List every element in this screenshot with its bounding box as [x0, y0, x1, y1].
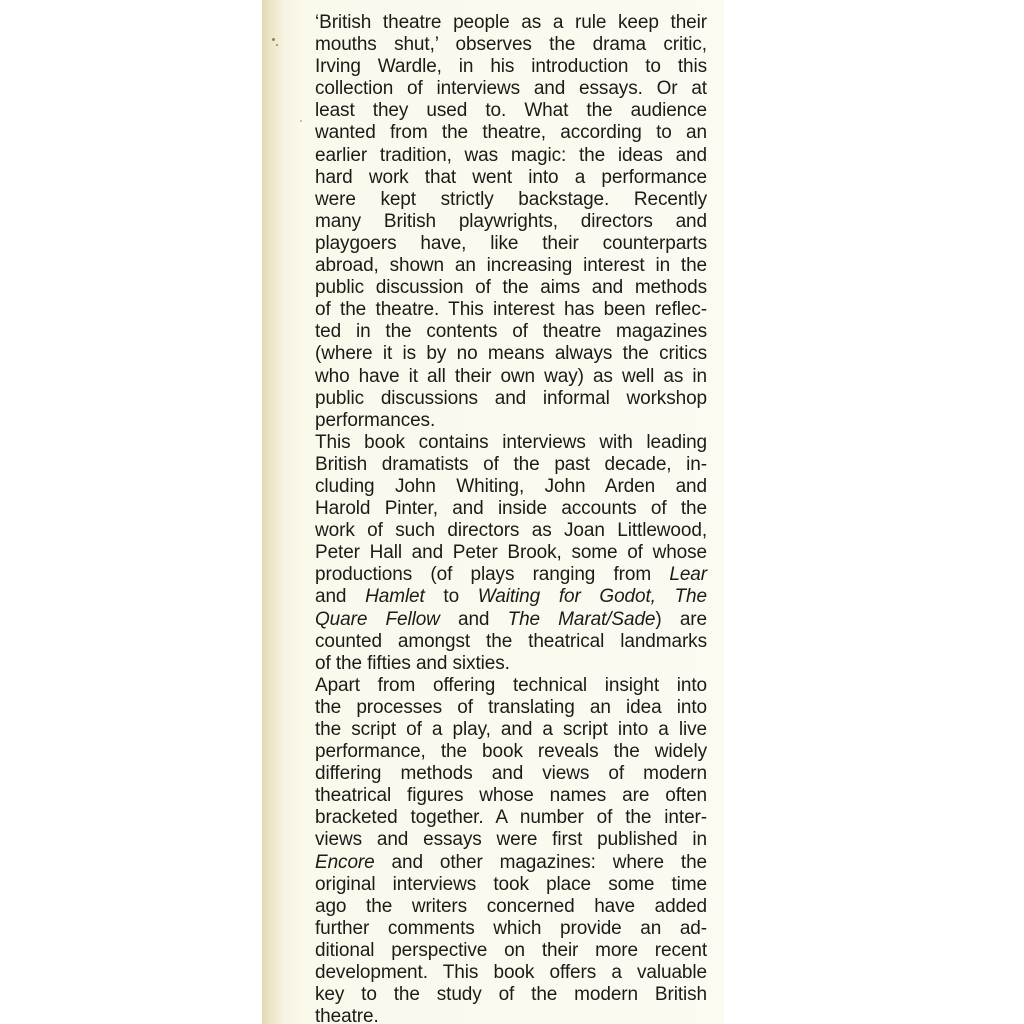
text-line [315, 896, 707, 918]
text-run: earlier tradition, was magic: the ideas and [315, 144, 707, 166]
text-run: collection of interviews and essays. Or at [315, 78, 707, 100]
text-line [315, 675, 707, 697]
text-line [315, 56, 707, 78]
text-run: development. This book offers a valuable [315, 962, 707, 984]
text-run: ‘British theatre people as a rule keep their [315, 12, 707, 33]
text-run: public discussions and informal workshop [315, 387, 707, 409]
text-run: abroad, shown an increasing interest in the [315, 255, 707, 277]
paper-speck [276, 44, 278, 46]
text-line [315, 122, 707, 144]
text-line [315, 321, 707, 343]
text-line [315, 476, 707, 498]
text-run: were kept strictly backstage. Recently [315, 188, 707, 210]
text-run: least they used to. What the audience [315, 100, 707, 122]
text-line [315, 343, 707, 365]
text-line [315, 785, 707, 807]
text-run: original interviews took place some time [315, 873, 707, 895]
text-line [315, 829, 707, 851]
text-run: bracketed together. A number of the inter- [315, 807, 707, 829]
italic-title: Lear [669, 564, 707, 586]
italic-title: The Marat/Sade [507, 608, 656, 630]
italic-title: Quare Fellow [315, 608, 440, 630]
text-line [315, 78, 707, 100]
text-line [315, 984, 707, 1006]
text-run: Harold Pinter, and inside accounts of the [315, 498, 707, 520]
text-line [315, 211, 707, 233]
text-line [315, 609, 707, 631]
text-run: productions (of plays ranging from [315, 564, 670, 586]
text-line [315, 962, 707, 984]
text-run: work of such directors as Joan Littlewood, [315, 520, 707, 542]
text-line [315, 586, 707, 608]
text-line [315, 100, 707, 122]
text-run: cluding John Whiting, John Arden and [315, 475, 707, 497]
text-run: of the theatre. This interest has been reflec- [315, 299, 707, 321]
text-run: and [315, 586, 366, 608]
text-run: mouths shut,’ observes the drama critic, [315, 34, 707, 56]
text-line [315, 940, 707, 962]
text-line [315, 34, 707, 56]
text-run: to [424, 586, 478, 608]
blurb-text [315, 12, 707, 1024]
text-line [315, 498, 707, 520]
text-run: and [439, 608, 508, 630]
text-run: differing methods and views of modern [315, 763, 707, 785]
text-line [315, 145, 707, 167]
text-run: Irving Wardle, in his introduction to this [315, 56, 707, 78]
text-line [315, 277, 707, 299]
text-line [315, 410, 707, 432]
italic-title: Encore [315, 851, 375, 873]
text-run: many British playwrights, directors and [315, 210, 707, 232]
text-run: counted amongst the theatrical landmarks [315, 630, 707, 652]
text-run: the script of a play, and a script into a live [315, 719, 707, 740]
text-line [315, 918, 707, 940]
text-line [315, 719, 707, 741]
text-line [315, 520, 707, 542]
text-run: public discussion of the aims and methods [315, 277, 707, 299]
text-run: playgoers have, like their counterparts [315, 232, 707, 254]
text-run: Peter Hall and Peter Brook, some of whose [315, 542, 707, 564]
italic-title: Waiting for Godot, The [477, 586, 707, 608]
text-run: British dramatists of the past decade, in- [315, 453, 707, 475]
text-line [315, 741, 707, 763]
text-line [315, 12, 707, 34]
text-run: of the fifties and sixties. [315, 652, 510, 674]
text-run: ditional perspective on their more recent [315, 939, 707, 961]
text-line [315, 874, 707, 896]
text-line [315, 299, 707, 321]
paper-speck [272, 38, 275, 41]
text-run: ago the writers concerned have added [315, 895, 707, 917]
text-run: key to the study of the modern British [315, 984, 707, 1006]
text-run: ) are [655, 608, 707, 630]
paper-speck [300, 120, 302, 122]
text-line [315, 697, 707, 719]
text-line [315, 542, 707, 564]
text-run: views and essays were first published in [315, 829, 707, 851]
text-run: performance, the book reveals the widely [315, 741, 707, 763]
text-run: performances. [315, 409, 436, 431]
text-run: This book contains interviews with leading [315, 431, 707, 453]
text-run: who have it all their own way) as well as in [315, 365, 707, 387]
text-line [315, 763, 707, 785]
paper-fold-shadow [262, 0, 284, 1024]
text-line [315, 189, 707, 211]
text-line [315, 807, 707, 829]
text-run: hard work that went into a performance [315, 166, 707, 188]
text-run: the processes of translating an idea into [315, 696, 707, 718]
text-run: (where it is by no means always the critics [315, 343, 707, 365]
text-line [315, 167, 707, 189]
text-line [315, 631, 707, 653]
text-line [315, 255, 707, 277]
text-line [315, 454, 707, 476]
text-run: theatre. [315, 1006, 379, 1024]
text-run: further comments which provide an ad- [315, 917, 707, 939]
text-line [315, 366, 707, 388]
text-line [315, 852, 707, 874]
text-line [315, 432, 707, 454]
italic-title: Hamlet [365, 586, 425, 608]
text-run: Apart from offering technical insight into [315, 674, 707, 696]
text-run: and other magazines: where the [374, 851, 707, 873]
text-line [315, 564, 707, 586]
text-line [315, 388, 707, 410]
text-run: ted in the contents of theatre magazines [315, 321, 707, 343]
text-line [315, 653, 707, 675]
text-run: wanted from the theatre, according to an [315, 122, 707, 144]
text-line [315, 1006, 707, 1024]
text-run: theatrical figures whose names are often [315, 785, 707, 807]
text-line [315, 233, 707, 255]
